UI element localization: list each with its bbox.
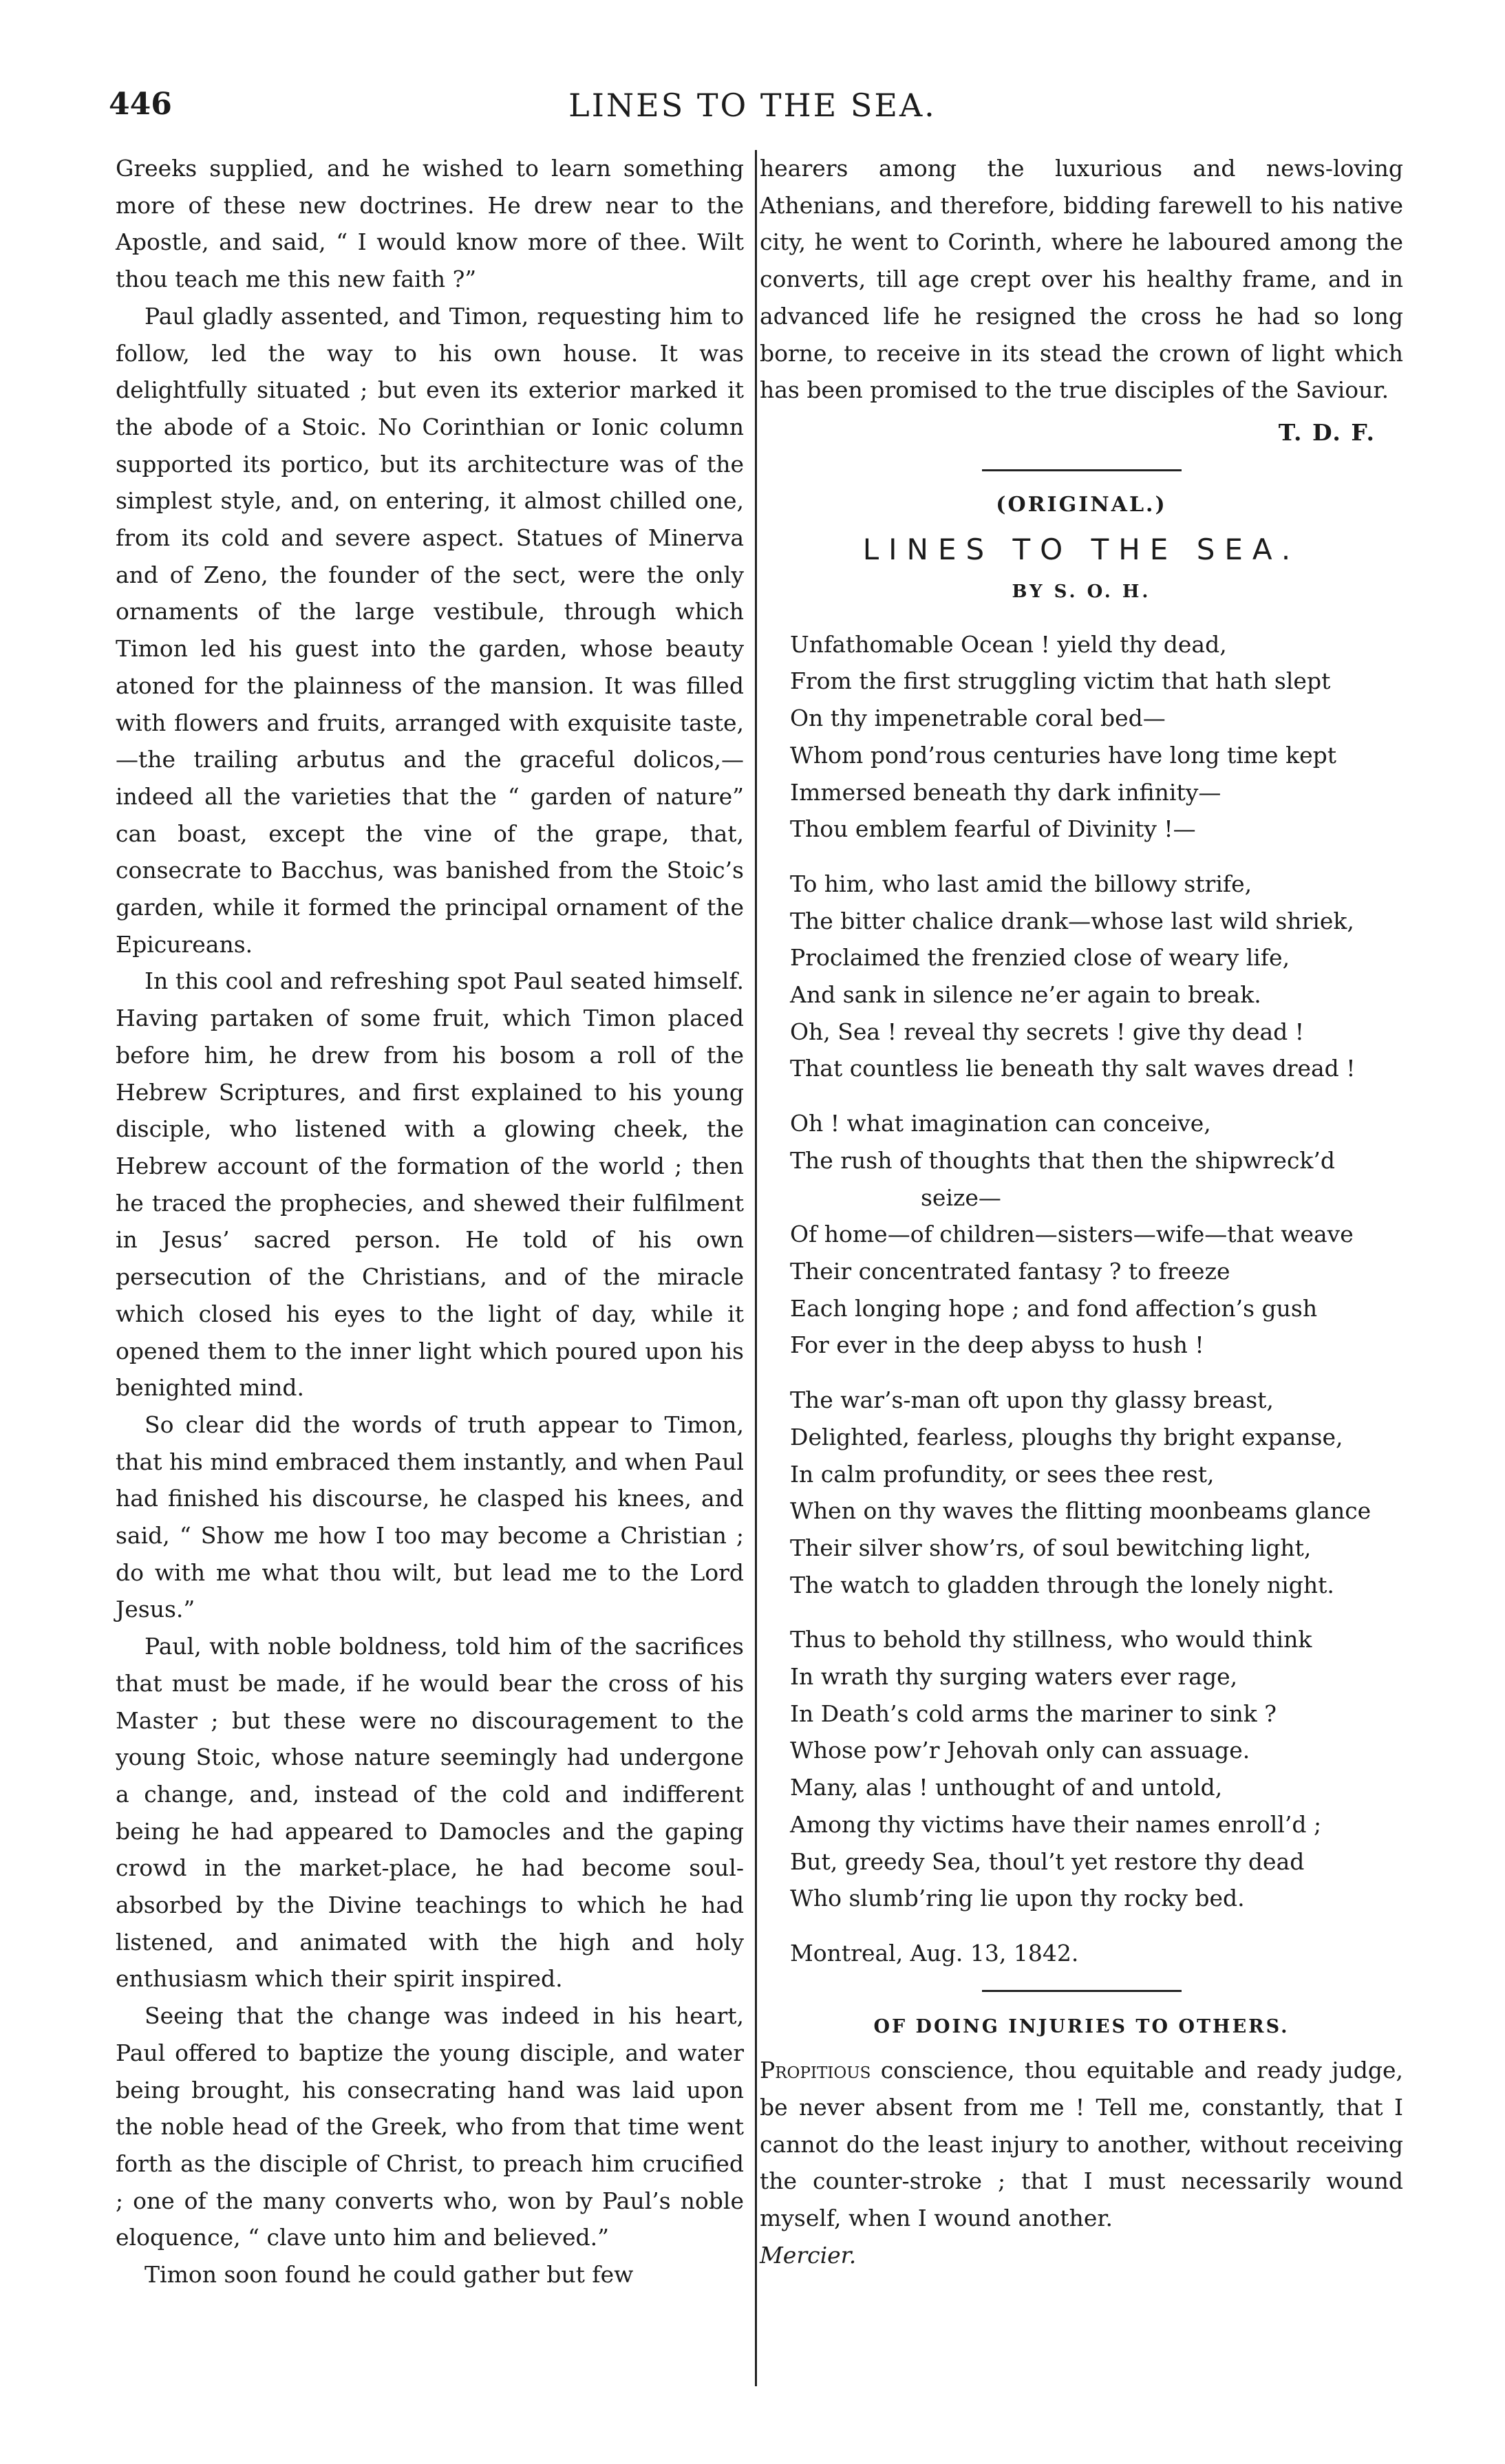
poem-line: But, greedy Sea, thoul’t yet restore thy dead — [790, 1847, 1305, 1875]
poem-line: Of home—of children—sisters—wife—that weave — [790, 1221, 1354, 1248]
poem-line-continuation: seize— — [921, 1183, 1001, 1211]
poem-line: Many, alas ! unthought of and untold, — [790, 1774, 1223, 1801]
poem-line: And sank in silence ne’er again to break. — [790, 981, 1261, 1009]
poem-line: Their silver show’rs, of soul bewitching light, — [790, 1534, 1312, 1561]
essay-body: conscience, thou equitable and ready judge, be never absent from me ! Tell me, constantly, that I cannot do the least injury to another, without receiving the counter-stroke ; that I must necessarily wound myself, when I wound another. — [760, 2057, 1403, 2232]
poem-line: Delighted, fearless, ploughs thy bright expanse, — [790, 1423, 1343, 1450]
poem-line: Thou emblem fearful of Divinity !— — [790, 815, 1196, 843]
poem-line: Each longing hope ; and fond affection’s gush — [790, 1294, 1318, 1322]
paragraph: Paul gladly assented, and Timon, requesting him to follow, led the way to his own house. It was delightfully situated ; but even its exterior marked it the abode of a Stoic. No Corinthian or Ionic column supported its portico, but its architecture was of the simplest style, and, on entering, it almost chilled one, from its cold and severe aspect. Statues of Minerva and of Zeno, the founder of the sect, were the only ornaments of the large vestibule, through which Timon led his guest into the garden, whose beauty atoned for the plainness of the mansion. It was filled with flowers and fruits, arranged with exquisite taste,—the trailing arbutus and the graceful dolicos,—indeed all the varieties that the “ garden of nature” can boast, except the vine of the grape, that, consecrate to Bacchus, was banished from the Stoic’s garden, while it formed the principal ornament of the Epicureans. — [116, 302, 744, 958]
poem-stanza — [790, 1105, 1403, 1364]
poem-stanza — [790, 1621, 1403, 1917]
poem-line: Immersed beneath thy dark infinity— — [790, 778, 1221, 806]
poem-line: That countless lie beneath thy salt waves dread ! — [790, 1055, 1356, 1082]
paragraph: In this cool and refreshing spot Paul seated himself. Having partaken of some fruit, which Timon placed before him, he drew from his bosom a roll of the Hebrew Scriptures, and first explained to his young disciple, who listened with a glowing cheek, the Hebrew account of the formation of the world ; then he traced the prophecies, and shewed their fulfilment in Jesus’ sacred person. He told of his own persecution of the Christians, and of the miracle which closed his eyes to the light of day, while it opened them to the inner light which poured upon his benighted mind. — [116, 967, 744, 1402]
paragraph: Timon soon found he could gather but few — [145, 2261, 634, 2289]
paragraph: So clear did the words of truth appear to Timon, that his mind embraced them instantly, and when Paul had finished his discourse, he clasped his knees, and said, “ Show me how I too may become a Christian ; do with me what thou wilt, but lead me to the Lord Jesus.” — [116, 1411, 744, 1623]
page-number: 446 — [109, 87, 172, 122]
essay-paragraph — [760, 2052, 1403, 2237]
poem-line: When on thy waves the flitting moonbeams glance — [790, 1497, 1371, 1525]
poem-line: Who slumb’ring lie upon thy rocky bed. — [790, 1885, 1245, 1912]
paragraph: Seeing that the change was indeed in his heart, Paul offered to baptize the young disciple, and water being brought, his consecrating hand was laid upon the noble head of the Greek, who from that time went forth as the disciple of Christ, to preach him crucified ; one of the many converts who, won by Paul’s noble eloquence, “ clave unto him and believed.” — [116, 2002, 744, 2251]
lead-word: Propitious — [760, 2057, 871, 2084]
poem-title: LINES TO THE SEA. — [862, 533, 1301, 567]
left-column — [116, 150, 744, 2293]
poem-line: Among thy victims have their names enroll’d ; — [790, 1810, 1322, 1838]
poem-line: Oh ! what imagination can conceive, — [790, 1110, 1211, 1137]
right-column — [760, 150, 1403, 2274]
poem-line: Unfathomable Ocean ! yield thy dead, — [790, 630, 1227, 658]
poem-line: From the first struggling victim that hath slept — [790, 667, 1331, 695]
poem-line: Their concentrated fantasy ? to freeze — [790, 1257, 1230, 1285]
essay-attribution: Mercier. — [760, 2241, 857, 2269]
poem-line: Whom pond’rous centuries have long time kept — [790, 741, 1336, 769]
poem-line: The rush of thoughts that then the shipwreck’d — [790, 1146, 1336, 1174]
poem-line: The war’s-man oft upon thy glassy breast, — [790, 1386, 1274, 1414]
poem-stanza — [790, 1382, 1403, 1603]
paragraph: Greeks supplied, and he wished to learn something more of these new doctrines. He drew near to the Apostle, and said, “ I would know more of thee. Wilt thou teach me this new faith ?” — [116, 155, 744, 293]
poem-line: Thus to behold thy stillness, who would think — [790, 1626, 1312, 1653]
author-signature: T. D. F. — [1278, 418, 1376, 446]
original-tag: (ORIGINAL.) — [996, 492, 1167, 517]
poem-line: Whose pow’r Jehovah only can assuage. — [790, 1737, 1250, 1764]
poem-line: In calm profundity, or sees thee rest, — [790, 1460, 1215, 1488]
running-head: LINES TO THE SEA. — [568, 87, 937, 124]
poem-line: The watch to gladden through the lonely night. — [790, 1571, 1334, 1598]
poem-line: The bitter chalice drank—whose last wild shriek, — [790, 907, 1354, 934]
section-divider — [982, 469, 1182, 471]
essay-title: OF DOING INJURIES TO OTHERS. — [873, 2015, 1290, 2037]
page-header — [0, 87, 1505, 135]
poem-line: Oh, Sea ! reveal thy secrets ! give thy dead ! — [790, 1018, 1305, 1045]
poem-line: For ever in the deep abyss to hush ! — [790, 1331, 1204, 1359]
column-divider — [755, 150, 757, 2386]
paragraph: Paul, with noble boldness, told him of the sacrifices that must be made, if he would bear the cross of his Master ; but these were no discouragement to the young Stoic, whose nature seemingly had undergone a change, and, instead of the cold and indifferent being he had appeared to Damocles and the gaping crowd in the market-place, he had become soul-absorbed by the Divine teachings to which he had listened, and animated with the high and holy enthusiasm which their spirit inspired. — [116, 1633, 744, 1993]
paragraph: hearers among the luxurious and news-loving Athenians, and therefore, bidding farewell to his native city, he went to Corinth, where he laboured among the converts, till age crept over his healthy frame, and in advanced life he resigned the cross he had so long borne, to receive in its stead the crown of light which has been promised to the true disciples of the Saviour. — [760, 155, 1403, 404]
section-divider — [982, 1990, 1182, 1992]
poem-line: To him, who last amid the billowy strife, — [790, 870, 1252, 897]
poem-dateline: Montreal, Aug. 13, 1842. — [790, 1939, 1079, 1967]
poem-line: In wrath thy surging waters ever rage, — [790, 1663, 1238, 1691]
poem-line: In Death’s cold arms the mariner to sink ? — [790, 1700, 1277, 1727]
poem-byline: BY S. O. H. — [1012, 581, 1151, 603]
poem-stanza — [790, 626, 1403, 848]
poem-line: Proclaimed the frenzied close of weary life, — [790, 944, 1290, 972]
poem-stanza — [790, 866, 1403, 1087]
poem-line: On thy impenetrable coral bed— — [790, 705, 1166, 732]
